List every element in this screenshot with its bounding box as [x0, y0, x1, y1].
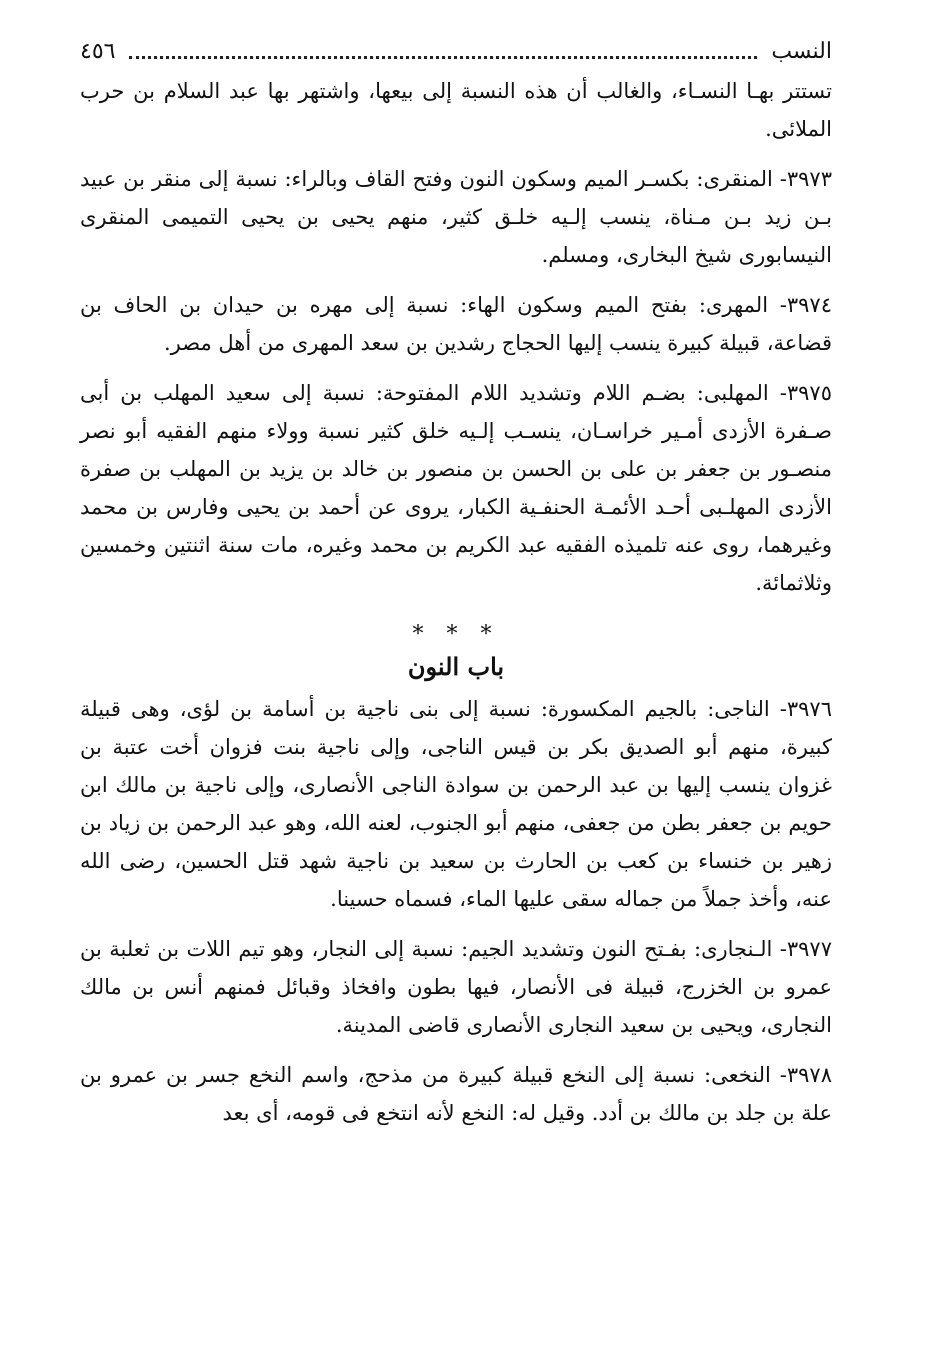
entry-number: ٣٩٧٣: [786, 167, 832, 191]
entry-3977: [80, 930, 832, 1044]
entry-separator: -: [768, 293, 787, 317]
entry-text: المهلبى: بضـم اللام وتشديد اللام المفتوحة: نسبة إلى سعيد المهلب بن أبى صـفرة الأزدى أمـير خراسـان، ينسـب إلـيه خلق كثير نسبة وولاء منهم الفقيه أبو نصر منصـور بن جعفر بن على بن الحسن بن منصور بن خالد بن يزيد بن المهلب بن صفرة الأزدى المهلـبى أحـد الأئمـة الحنفـية الكبار، يروى عن أحمد بن يحيى وفارس بن محمد وغيرهما، روى عنه تلميذه الفقيه عبد الكريم بن محمد وغيره، مات سنة اثنتين وخمسين وثلاثمائة.: [80, 381, 832, 595]
entry-separator: -: [770, 1063, 787, 1087]
entry-number: ٣٩٧٧: [786, 937, 832, 961]
section-ornament: * * *: [412, 622, 500, 647]
entry-3976: [80, 690, 832, 918]
entry-separator: -: [772, 937, 787, 961]
entry-number: ٣٩٧٦: [786, 697, 832, 721]
entry-text: الناجى: بالجيم المكسورة: نسبة إلى بنى ناجية بن أسامة بن لؤى، وهى قبيلة كبيرة، منهم أبو الصديق بكر بن قيس الناجى، وإلى ناجية بنت فزوان أخت عتبة بن غزوان ينسب إليها بن عبد الرحمن بن سوادة الناجى الأنصارى، وإلى ناجية بن مالك ابن حويم بن جعفر بطن من جعفى، منهم أبو الجنوب، لعنه الله، وهو عبد الرحمن بن زياد بن زهير بن خنساء بن كعب بن الحارث بن سعيد بن ناجية شهد قتل الحسين، رضى الله عنه، وأخذ جملاً من جماله سقى عليها الماء، فسماه حسينا.: [80, 697, 832, 911]
section-heading: باب النون: [407, 652, 505, 681]
entry-number: ٣٩٧٨: [786, 1063, 832, 1087]
entry-number: ٣٩٧٥: [786, 381, 832, 405]
book-page: [80, 32, 832, 1132]
entry-text: المنقرى: بكسـر الميم وسكون النون وفتح القاف وبالراء: نسبة إلى منقر بن عبيد بـن زيد بـن مـناة، ينسب إلـيه خلـق كثير، منهم يحيى بن يحيى التميمى المنقرى النيسابورى شيخ البخارى، ومسلم.: [80, 167, 832, 267]
entry-3978: [80, 1056, 832, 1132]
running-head: [80, 32, 832, 72]
entry-separator: -: [768, 381, 787, 405]
entry-text: الـنجارى: بفـتح النون وتشديد الجيم: نسبة إلى النجار، وهو تيم اللات بن ثعلبة بن عمرو بن الخزرج، قبيلة فى الأنصار، فيها بطون وافخاذ وقبائل فمنهم أنس بن مالك النجارى، ويحيى بن سعيد النجارى الأنصارى قاضى المدينة.: [80, 937, 832, 1037]
entry-separator: -: [772, 167, 787, 191]
entry-text: المهرى: بفتح الميم وسكون الهاء: نسبة إلى مهره بن حيدان بن الحاف بن قضاعة، قبيلة كبيرة ينسب إليها الحجاج رشدين بن سعد المهرى من أهل مصر.: [80, 293, 832, 355]
entry-3973: [80, 160, 832, 274]
entry-text: النخعى: نسبة إلى النخع قبيلة كبيرة من مذحج، واسم النخع جسر بن عمرو بن علة بن جلد بن مالك بن أدد. وقيل له: النخع لأنه انتخع فى قومه، أى بعد: [80, 1063, 832, 1125]
running-title: النسب: [771, 39, 832, 64]
entry-3974: [80, 286, 832, 362]
entry-number: ٣٩٧٤: [786, 293, 832, 317]
entry-separator: -: [769, 697, 787, 721]
page-number: ٤٥٦: [80, 39, 116, 64]
entry-3975: [80, 374, 832, 602]
dotted-leader: [129, 56, 757, 59]
continuation-paragraph: تستتر بهـا النسـاء، والغالب أن هذه النسبة إلى بيعها، واشتهر بها عبد السلام بن حرب الملائى.: [80, 79, 832, 141]
